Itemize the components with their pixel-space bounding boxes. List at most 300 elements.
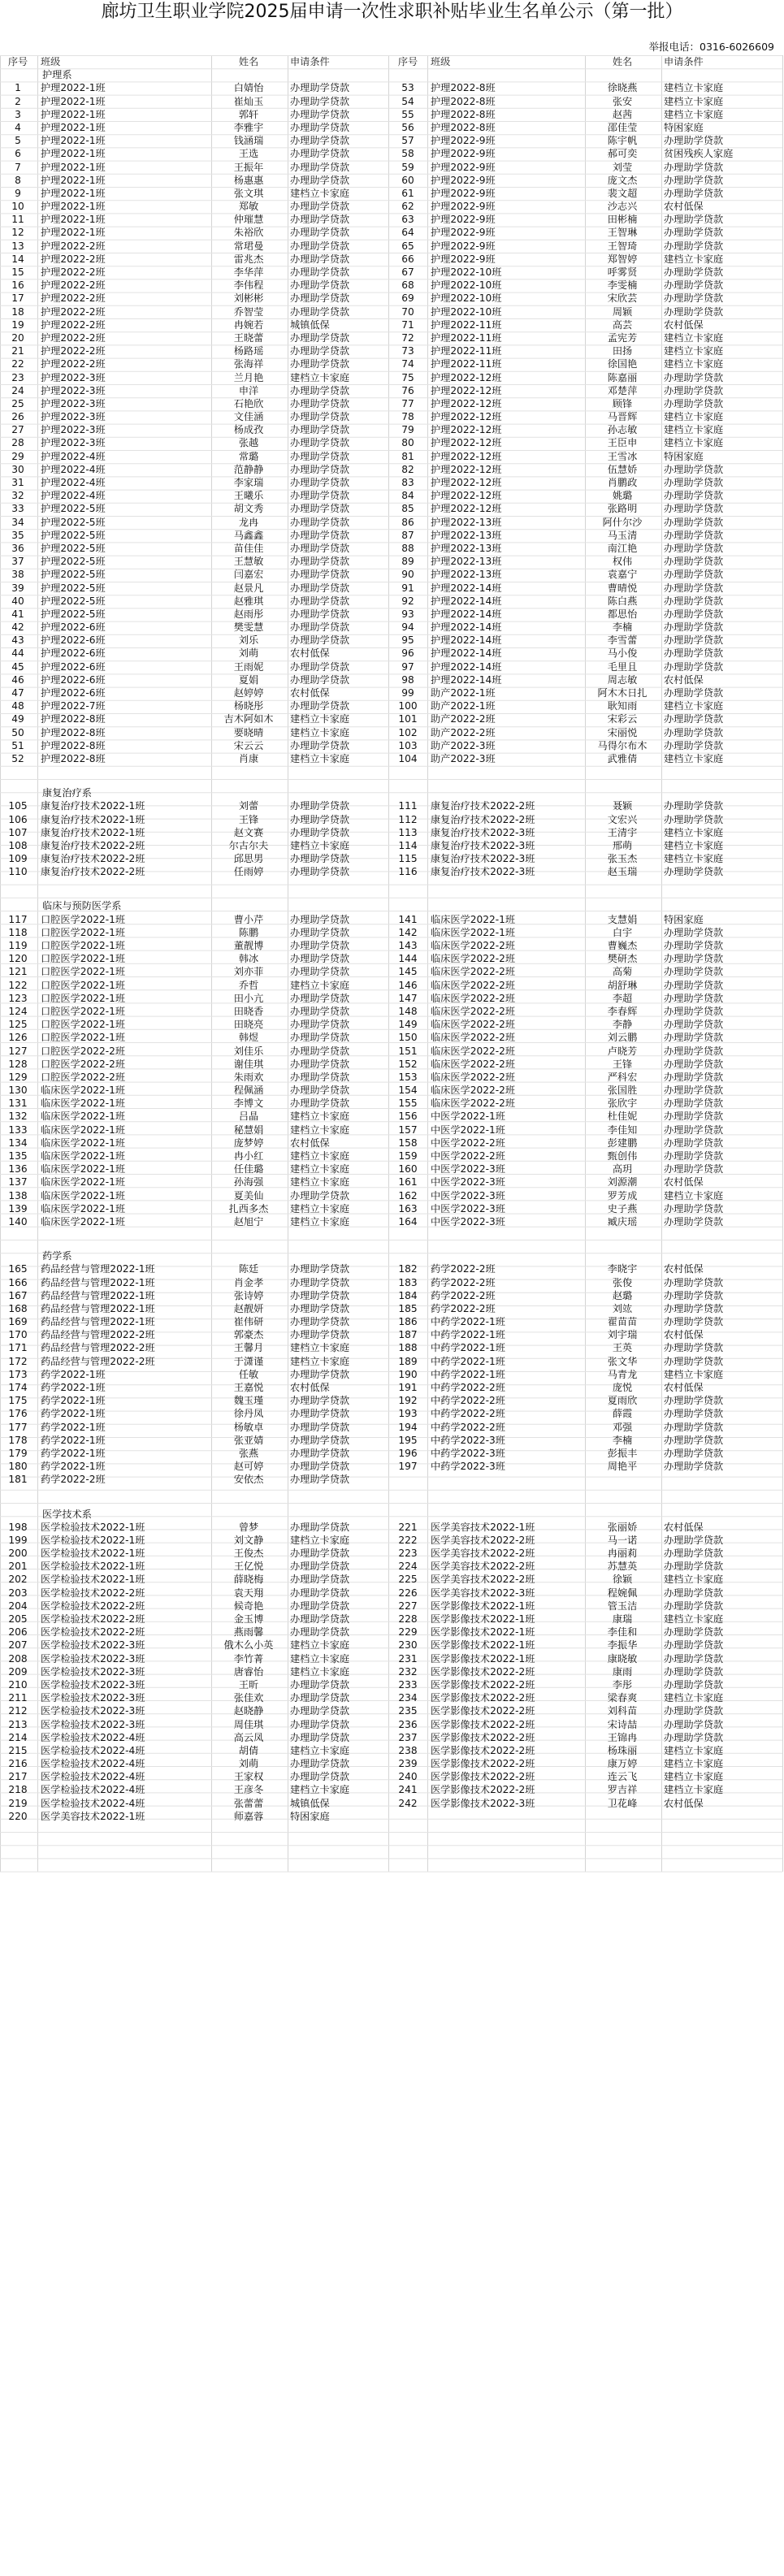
- application-condition: 特困家庭: [664, 450, 704, 462]
- application-condition: 办理助学贷款: [664, 1163, 724, 1175]
- student-name: 胡舒琳: [607, 979, 638, 991]
- student-name: 张国胜: [607, 1085, 638, 1097]
- table-row: [0, 450, 784, 463]
- class-name: 中药学2022-2班: [431, 1395, 505, 1407]
- row-number: 152: [398, 1058, 418, 1070]
- class-name: 护理2022-1班: [41, 121, 106, 133]
- application-condition: 办理助学贷款: [290, 866, 350, 878]
- student-name: 陈白燕: [607, 595, 638, 607]
- application-condition: 建档立卡家庭: [664, 826, 724, 838]
- student-name: 金玉博: [233, 1613, 264, 1625]
- row-number: 116: [398, 866, 418, 878]
- application-condition: 农村低保: [664, 1382, 704, 1393]
- row-number: 14: [11, 253, 24, 265]
- application-condition: 办理助学贷款: [290, 953, 350, 965]
- row-number: 129: [8, 1071, 28, 1083]
- table-row: [0, 1652, 784, 1665]
- row-number: 121: [8, 966, 28, 978]
- student-name: 史子燕: [607, 1202, 638, 1214]
- row-number: 206: [8, 1626, 28, 1639]
- row-number: 179: [8, 1447, 28, 1459]
- application-condition: 办理助学贷款: [664, 1665, 724, 1678]
- class-name: 中药学2022-1班: [431, 1368, 505, 1380]
- class-name: 康复治疗技术2022-3班: [431, 839, 535, 851]
- class-name: 口腔医学2022-1班: [41, 1005, 126, 1017]
- table-row: [0, 1018, 784, 1031]
- header-no: 序号: [397, 56, 418, 67]
- row-number: 7: [15, 161, 21, 173]
- department-name: 临床与预防医学系: [42, 900, 122, 912]
- application-condition: 办理助学贷款: [290, 1461, 350, 1473]
- row-number: 63: [401, 214, 414, 226]
- row-number: 4: [15, 121, 21, 133]
- row-number: 18: [11, 305, 24, 318]
- row-number: 201: [8, 1561, 28, 1573]
- class-name: 康复治疗技术2022-3班: [431, 853, 535, 865]
- student-name: 田小亢: [233, 992, 264, 1004]
- row-number: 74: [401, 358, 414, 370]
- student-name: 樊研杰: [607, 953, 638, 965]
- student-name: 王晓蕾: [233, 331, 264, 344]
- application-condition: 办理助学贷款: [290, 595, 350, 607]
- class-name: 医学检验技术2022-1班: [41, 1574, 145, 1586]
- student-name: 肖康: [238, 752, 259, 764]
- application-condition: 办理助学贷款: [290, 529, 350, 541]
- row-number: 150: [398, 1032, 418, 1044]
- class-name: 药学2022-1班: [41, 1461, 106, 1473]
- row-number: 65: [401, 240, 414, 252]
- application-condition: 建档立卡家庭: [290, 752, 350, 764]
- table-row: [0, 699, 784, 712]
- table-row: [0, 726, 784, 739]
- class-name: 临床医学2022-2班: [431, 1019, 516, 1031]
- row-number: 161: [398, 1176, 418, 1188]
- student-name: 吕晶: [238, 1110, 259, 1123]
- table-row: [0, 371, 784, 384]
- student-name: 李华萍: [233, 266, 264, 278]
- class-name: 护理2022-3班: [41, 384, 106, 396]
- application-condition: 办理助学贷款: [290, 490, 350, 502]
- class-name: 药品经营与管理2022-2班: [41, 1342, 155, 1354]
- student-name: 彭振丰: [607, 1447, 638, 1459]
- row-number: 138: [8, 1189, 28, 1201]
- application-condition: 办理助学贷款: [664, 979, 724, 991]
- class-name: 护理2022-1班: [41, 161, 106, 173]
- class-name: 临床医学2022-1班: [41, 1189, 126, 1201]
- application-condition: 建档立卡家庭: [290, 1110, 350, 1123]
- application-condition: 办理助学贷款: [664, 1678, 724, 1691]
- row-number: 97: [401, 660, 414, 673]
- application-condition: 办理助学贷款: [664, 556, 724, 568]
- student-name: 刘竑: [612, 1302, 633, 1314]
- student-name: 康晓敏: [607, 1652, 638, 1665]
- application-condition: 建档立卡家庭: [290, 371, 350, 383]
- row-number: 31: [11, 477, 24, 488]
- row-number: 51: [11, 739, 24, 751]
- row-number: 133: [8, 1123, 28, 1136]
- table-row: [0, 1421, 784, 1434]
- student-name: 王馨月: [233, 1342, 264, 1354]
- application-condition: 办理助学贷款: [664, 1731, 724, 1743]
- class-name: 临床医学2022-1班: [431, 913, 516, 925]
- application-condition: 办理助学贷款: [664, 992, 724, 1004]
- student-name: 李佳和: [607, 1626, 638, 1639]
- student-name: 王家权: [233, 1771, 264, 1783]
- row-number: 143: [398, 940, 418, 951]
- application-condition: 办理助学贷款: [664, 529, 724, 541]
- student-name: 邱思男: [233, 853, 264, 865]
- student-name: 文宏兴: [607, 813, 638, 825]
- student-name: 管玉洁: [607, 1600, 638, 1612]
- student-name: 刘云鹏: [607, 1032, 638, 1044]
- student-name: 于潇谨: [233, 1355, 264, 1367]
- row-number: 81: [401, 450, 414, 462]
- application-condition: 办理助学贷款: [664, 687, 724, 699]
- student-name: 马晋辉: [607, 411, 638, 423]
- student-name: 任雨婷: [233, 866, 264, 878]
- row-number: 75: [401, 371, 414, 383]
- application-condition: 办理助学贷款: [290, 1408, 350, 1420]
- student-name: 李静: [612, 1019, 633, 1031]
- class-name: 护理2022-1班: [41, 227, 106, 239]
- row-number: 60: [401, 174, 414, 186]
- class-name: 护理2022-13班: [431, 542, 502, 554]
- row-number: 128: [8, 1058, 28, 1070]
- application-condition: 办理助学贷款: [664, 1110, 724, 1123]
- class-name: 临床医学2022-2班: [431, 992, 516, 1004]
- application-condition: 办理助学贷款: [290, 305, 350, 318]
- row-number: 208: [8, 1652, 28, 1665]
- row-number: 46: [11, 673, 24, 686]
- student-name: 师嘉蓉: [233, 1810, 264, 1822]
- student-name: 王臣申: [607, 437, 638, 449]
- student-name: 郑智婷: [607, 253, 638, 265]
- student-name: 王锦冉: [607, 1731, 638, 1743]
- row-number: 204: [8, 1600, 28, 1612]
- table-row: [0, 1560, 784, 1573]
- row-number: 88: [401, 542, 414, 554]
- row-number: 35: [11, 529, 24, 541]
- class-name: 药学2022-1班: [41, 1368, 106, 1380]
- row-number: 227: [398, 1600, 418, 1612]
- row-number: 162: [398, 1189, 418, 1201]
- student-name: 邢萌: [612, 839, 633, 851]
- row-number: 127: [8, 1045, 28, 1057]
- application-condition: 办理助学贷款: [290, 437, 350, 449]
- row-number: 200: [8, 1548, 28, 1560]
- class-name: 护理2022-6班: [41, 647, 106, 660]
- class-name: 护理2022-2班: [41, 253, 106, 265]
- table-row: [0, 1005, 784, 1018]
- class-name: 医学检验技术2022-3班: [41, 1718, 145, 1730]
- application-condition: 办理助学贷款: [290, 1758, 350, 1770]
- application-condition: 办理助学贷款: [290, 82, 350, 94]
- application-condition: 办理助学贷款: [664, 1202, 724, 1214]
- student-name: 李晓宇: [607, 1263, 638, 1275]
- class-name: 医学影像技术2022-2班: [431, 1731, 535, 1743]
- row-number: 173: [8, 1368, 28, 1380]
- row-number: 29: [11, 450, 24, 462]
- table-row: [0, 1757, 784, 1770]
- student-name: 赵璐: [612, 1289, 633, 1301]
- application-condition: 特困家庭: [664, 121, 704, 133]
- application-condition: 办理助学贷款: [664, 1005, 724, 1017]
- table-row: [0, 1639, 784, 1652]
- row-number: 8: [15, 174, 21, 186]
- row-number: 239: [398, 1758, 418, 1770]
- class-name: 药学2022-1班: [41, 1434, 106, 1446]
- student-name: 徐丹凤: [233, 1408, 264, 1420]
- class-name: 药学2022-1班: [41, 1421, 106, 1433]
- student-name: 白婧怡: [233, 82, 264, 94]
- application-condition: 建档立卡家庭: [290, 713, 350, 725]
- class-name: 药品经营与管理2022-1班: [41, 1302, 155, 1314]
- table-row: [0, 1136, 784, 1149]
- class-name: 医学影像技术2022-1班: [431, 1652, 535, 1665]
- row-number: 58: [401, 148, 414, 160]
- row-number: 211: [8, 1692, 28, 1704]
- row-number: 155: [398, 1098, 418, 1110]
- table-row: [0, 344, 784, 357]
- table-row: [0, 1534, 784, 1547]
- class-name: 护理2022-9班: [431, 174, 496, 186]
- row-number: 199: [8, 1534, 28, 1546]
- student-name: 邓强: [612, 1421, 633, 1433]
- table-row: [0, 686, 784, 699]
- row-number: 59: [401, 161, 414, 173]
- row-number: 223: [398, 1548, 418, 1560]
- student-name: 田彬楠: [607, 214, 638, 226]
- class-name: 护理2022-14班: [431, 673, 502, 686]
- row-number: 169: [8, 1316, 28, 1328]
- class-name: 临床医学2022-2班: [431, 1032, 516, 1044]
- student-name: 田晓亮: [233, 1019, 264, 1031]
- student-name: 杨成孜: [233, 424, 264, 436]
- application-condition: 办理助学贷款: [290, 1071, 350, 1083]
- class-name: 护理2022-12班: [431, 371, 502, 383]
- application-condition: 建档立卡家庭: [290, 1665, 350, 1678]
- student-name: 闫嘉宏: [233, 569, 264, 581]
- row-number: 180: [8, 1461, 28, 1473]
- application-condition: 办理助学贷款: [290, 1368, 350, 1380]
- table-row: [0, 608, 784, 621]
- table-row: [0, 647, 784, 660]
- student-name: 康万婷: [607, 1758, 638, 1770]
- class-name: 护理2022-8班: [431, 108, 496, 120]
- student-name: 兰月艳: [233, 371, 264, 383]
- class-name: 临床医学2022-2班: [431, 953, 516, 965]
- class-name: 护理2022-6班: [41, 660, 106, 673]
- student-name: 仲璀慧: [233, 214, 264, 226]
- table-row: [0, 1084, 784, 1097]
- student-name: 田晓香: [233, 1005, 264, 1017]
- student-name: 刘彬彬: [233, 292, 264, 305]
- student-name: 徐国艳: [607, 358, 638, 370]
- class-name: 医学检验技术2022-4班: [41, 1758, 145, 1770]
- row-number: 43: [11, 634, 24, 647]
- application-condition: 办理助学贷款: [290, 345, 350, 357]
- class-name: 医学影像技术2022-2班: [431, 1784, 535, 1796]
- table-row: [0, 1691, 784, 1704]
- application-condition: 办理助学贷款: [290, 1005, 350, 1017]
- row-number: 32: [11, 490, 24, 502]
- table-row: [0, 331, 784, 344]
- application-condition: 办理助学贷款: [664, 1600, 724, 1612]
- table-row: [0, 95, 784, 108]
- student-name: 刘文静: [233, 1534, 264, 1546]
- application-condition: 办理助学贷款: [664, 1421, 724, 1433]
- student-name: 赵茜: [612, 108, 633, 120]
- class-name: 医学检验技术2022-4班: [41, 1771, 145, 1783]
- class-name: 护理2022-2班: [41, 305, 106, 318]
- student-name: 张文华: [607, 1355, 638, 1367]
- table-row: [0, 852, 784, 865]
- class-name: 药学2022-2班: [431, 1289, 496, 1301]
- class-name: 护理2022-2班: [41, 331, 106, 344]
- application-condition: 办理助学贷款: [664, 490, 724, 502]
- row-number: 148: [398, 1005, 418, 1017]
- class-name: 医学检验技术2022-4班: [41, 1797, 145, 1809]
- row-number: 12: [11, 227, 24, 239]
- application-condition: 建档立卡家庭: [664, 331, 724, 344]
- table-row: [0, 1031, 784, 1044]
- class-name: 护理2022-10班: [431, 279, 502, 292]
- table-row: [0, 240, 784, 253]
- class-name: 中医学2022-1班: [431, 1110, 505, 1123]
- application-condition: 建档立卡家庭: [290, 187, 350, 199]
- application-condition: 建档立卡家庭: [664, 108, 724, 120]
- student-name: 王选: [238, 148, 259, 160]
- table-row: [0, 979, 784, 992]
- application-condition: 农村低保: [290, 647, 330, 660]
- application-condition: 办理助学贷款: [664, 1626, 724, 1639]
- class-name: 护理2022-14班: [431, 634, 502, 647]
- class-name: 康复治疗技术2022-2班: [431, 813, 535, 825]
- student-name: 曹晴悦: [607, 582, 638, 594]
- table-row: [0, 423, 784, 436]
- student-name: 邵佳莹: [607, 121, 638, 133]
- row-number: 224: [398, 1561, 418, 1573]
- row-number: 187: [398, 1329, 418, 1341]
- application-condition: 办理助学贷款: [290, 463, 350, 475]
- student-name: 徐晓燕: [607, 82, 638, 94]
- student-name: 刘蕾: [238, 800, 259, 812]
- class-name: 药学2022-2班: [431, 1302, 496, 1314]
- application-condition: 办理助学贷款: [290, 739, 350, 751]
- student-name: 孙志敏: [607, 424, 638, 436]
- student-name: 马鑫鑫: [233, 529, 264, 541]
- student-name: 俄木么小英: [223, 1639, 274, 1652]
- class-name: 护理2022-14班: [431, 647, 502, 660]
- table-row: [0, 516, 784, 529]
- row-number: 110: [8, 866, 28, 878]
- table-row: [0, 529, 784, 542]
- student-name: 张文琪: [233, 187, 264, 199]
- row-number: 216: [8, 1758, 28, 1770]
- class-name: 护理2022-2班: [41, 240, 106, 252]
- row-number: 202: [8, 1574, 28, 1586]
- application-condition: 办理助学贷款: [290, 1626, 350, 1639]
- student-name: 赵靓妍: [233, 1302, 264, 1314]
- student-name: 宋彩云: [607, 713, 638, 725]
- class-name: 护理2022-5班: [41, 595, 106, 607]
- application-condition: 建档立卡家庭: [664, 752, 724, 764]
- class-name: 助产2022-3班: [431, 739, 496, 751]
- row-number: 70: [401, 305, 414, 318]
- student-name: 任佳璐: [233, 1163, 264, 1175]
- table-row: [0, 1810, 784, 1823]
- student-name: 曾梦: [238, 1521, 259, 1533]
- application-condition: 办理助学贷款: [664, 1548, 724, 1560]
- table-row: [0, 965, 784, 978]
- row-number: 229: [398, 1626, 418, 1639]
- table-row: [0, 1626, 784, 1639]
- row-number: 209: [8, 1665, 28, 1678]
- application-condition: 办理助学贷款: [290, 800, 350, 812]
- student-name: 高芸: [612, 318, 633, 331]
- class-name: 药品经营与管理2022-1班: [41, 1289, 155, 1301]
- table-row: [0, 752, 784, 765]
- table-row: [0, 1613, 784, 1626]
- student-name: 杨珠丽: [607, 1744, 638, 1756]
- student-name: 朱雨欢: [233, 1071, 264, 1083]
- class-name: 护理2022-1班: [41, 214, 106, 226]
- student-name: 陈廷: [238, 1263, 259, 1275]
- class-name: 护理2022-2班: [41, 318, 106, 331]
- class-name: 护理2022-12班: [431, 384, 502, 396]
- application-condition: 办理助学贷款: [290, 1058, 350, 1070]
- table-row: [0, 1302, 784, 1315]
- class-name: 医学影像技术2022-2班: [431, 1758, 535, 1770]
- application-condition: 建档立卡家庭: [664, 437, 724, 449]
- application-condition: 办理助学贷款: [290, 201, 350, 213]
- application-condition: 办理助学贷款: [290, 148, 350, 160]
- application-condition: 办理助学贷款: [290, 940, 350, 951]
- student-name: 夏娟: [238, 673, 259, 686]
- student-name: 燕雨馨: [233, 1626, 264, 1639]
- application-condition: 办理助学贷款: [290, 135, 350, 147]
- application-condition: 办理助学贷款: [290, 966, 350, 978]
- row-number: 188: [398, 1342, 418, 1354]
- class-name: 医学影像技术2022-1班: [431, 1600, 535, 1612]
- row-number: 113: [398, 826, 418, 838]
- table-row: [0, 939, 784, 952]
- application-condition: 办理助学贷款: [290, 660, 350, 673]
- application-condition: 办理助学贷款: [290, 477, 350, 488]
- class-name: 中药学2022-3班: [431, 1434, 505, 1446]
- class-name: 助产2022-3班: [431, 752, 496, 764]
- application-condition: 办理助学贷款: [290, 1316, 350, 1328]
- application-condition: 办理助学贷款: [664, 1434, 724, 1446]
- row-number: 160: [398, 1163, 418, 1175]
- table-row: [0, 739, 784, 752]
- class-name: 医学检验技术2022-2班: [41, 1626, 145, 1639]
- class-name: 护理2022-3班: [41, 411, 106, 423]
- row-number: 38: [11, 569, 24, 581]
- student-name: 张路明: [607, 503, 638, 515]
- student-name: 程婉佩: [607, 1587, 638, 1599]
- student-name: 陈宇帆: [607, 135, 638, 147]
- application-condition: 办理助学贷款: [290, 1613, 350, 1625]
- class-name: 护理2022-9班: [431, 135, 496, 147]
- row-number: 84: [401, 490, 414, 502]
- application-condition: 办理助学贷款: [664, 1718, 724, 1730]
- student-name: 武雅倩: [607, 752, 638, 764]
- application-condition: 办理助学贷款: [664, 1276, 724, 1288]
- table-row: [0, 161, 784, 174]
- student-name: 樊雯慧: [233, 621, 264, 634]
- student-name: 宋云云: [233, 739, 264, 751]
